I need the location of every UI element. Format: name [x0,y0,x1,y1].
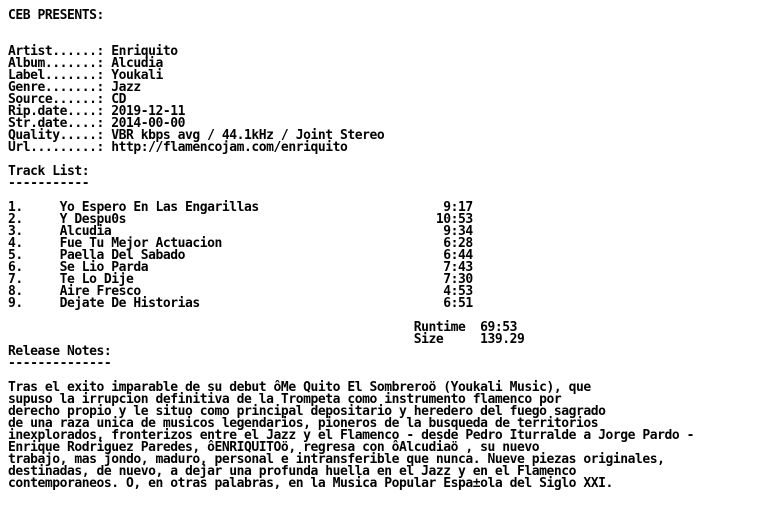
text-line: trabajo, mas jondo, maduro, personal e intransferible que nunca. Nueve piezas originales, [8,452,665,467]
text-line: Tras el exito imparable de su debut ôMe Quito El Sombreroö (Youkali Music), que [8,380,591,395]
blank-line [8,154,694,166]
text-line: Source......: CD [8,92,127,107]
text-line: 6. Se Lio Parda 7:43 [8,260,473,275]
nfo-text-block [8,10,694,490]
text-line: 5. Paella Del Sabado 6:44 [8,248,473,263]
text-line: Runtime 69:53 [8,320,517,335]
text-line: Rip.date....: 2019-12-11 [8,104,186,119]
text-line: 9. Dejate De Historias 6:51 [8,296,473,311]
text-line: 7. Te Lo Dije 7:30 [8,272,473,287]
text-line: Size 139.29 [8,332,525,347]
text-line: Album.......: Alcudia [8,56,163,71]
text-line: 3. Alcudia 9:34 [8,224,473,239]
text-line: Artist......: Enriquito [8,44,178,59]
text-line: Enrique Rodriguez Paredes, ôENRIQUITOö, regresa con ôAlcudiaö , su nuevo [8,440,540,455]
text-line: Label.......: Youkali [8,68,163,83]
text-line: supuso la irrupcion definitiva de la Trompeta como instrumento flamenco por [8,392,562,407]
text-line: inexplorados, fronterizos entre el Jazz y el Flamenco - desde Pedro Iturralde a Jorge Pardo - [8,428,695,443]
text-line: de una raza unica de musicos legendarios, pioneros de la busqueda de territorios [8,416,599,431]
text-line: Quality.....: VBR kbps avg / 44.1kHz / Joint Stereo [8,128,385,143]
text-line: destinadas, de nuevo, a dejar una profunda huella en el Jazz y en el Flamenco [8,464,577,479]
text-line: Release Notes: [8,344,112,359]
text-line: ----------- [8,176,90,191]
text-line: 4. Fue Tu Mejor Actuacion 6:28 [8,236,473,251]
text-line: derecho propio y le situo como principal depositario y heredero del fuego sagrado [8,404,606,419]
text-line: -------------- [8,356,112,371]
text-line: contemporaneos. O, en otras palabras, en la Musica Popular Espa±ola del Siglo XXI. [8,476,613,491]
blank-line [8,22,694,34]
text-line: CEB PRESENTS: [8,8,104,23]
text-line: Genre.......: Jazz [8,80,141,95]
text-line: 1. Yo Espero En Las Engarillas 9:17 [8,200,473,215]
text-line: Str.date....: 2014-00-00 [8,116,186,131]
text-line: Url.........: http://flamencojam.com/enriquito [8,140,348,155]
text-line: 2. Y Despu0s 10:53 [8,212,473,227]
text-line: Track List: [8,164,90,179]
text-line: 8. Aire Fresco 4:53 [8,284,473,299]
